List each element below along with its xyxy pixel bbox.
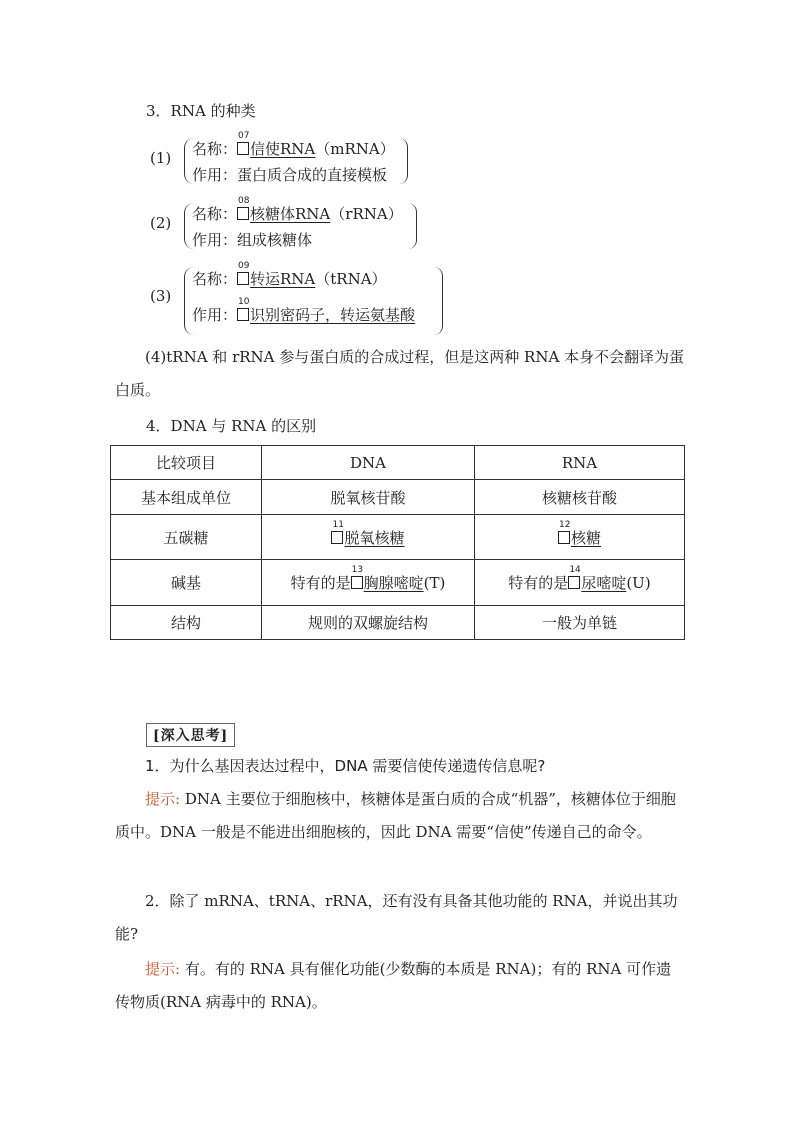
item-3-func-line (192, 297, 416, 325)
item-2-func-label: 作用： (192, 231, 238, 249)
blank-10-box: 10 (237, 308, 249, 321)
table-cell-rna (475, 515, 685, 560)
table-cell-rna (475, 560, 685, 606)
table-header-row (111, 446, 685, 480)
item-1-func-label: 作用： (192, 166, 238, 184)
hint-label: 提示: (145, 790, 181, 808)
answer-1 (115, 783, 685, 849)
item-1-name-label: 名称： (192, 140, 238, 158)
table-row (111, 515, 685, 560)
table-header-cell: 比较项目 (111, 446, 262, 480)
blank-12-answer: 核糖 (570, 528, 601, 547)
answer-1-text: DNA 主要位于细胞核中，核糖体是蛋白质的合成“机器”，核糖体位于细胞质中。DNA 一般是不能进出细胞核的，因此 DNA 需要“信使”传递自己的命令。 (115, 790, 676, 841)
item-3-abbr: （tRNA） (315, 270, 387, 288)
item-3-right-brace (434, 267, 443, 335)
item-1-answer: 信使RNA (250, 140, 316, 158)
question-1: 1．为什么基因表达过程中，DNA 需要信使传递遗传信息呢? (145, 757, 546, 775)
section-4-heading: 4．DNA 与 RNA 的区别 (146, 417, 317, 435)
item-1-name-line (192, 131, 395, 159)
table-cell-rna: 核糖核苷酸 (475, 480, 685, 515)
table-cell-label: 基本组成单位 (111, 480, 262, 515)
item-2-name-line (192, 196, 403, 224)
table-cell-dna: 规则的双螺旋结构 (262, 606, 475, 640)
item-1-number: (1) (150, 149, 172, 167)
table-cell-dna: 脱氧核苷酸 (262, 480, 475, 515)
item-3-name-label: 名称： (192, 270, 238, 288)
table-row (111, 480, 685, 515)
blank-13-answer: 胸腺嘧啶 (363, 574, 424, 592)
base-prefix: 特有的是 (508, 574, 569, 592)
note-4: (4)tRNA 和 rRNA 参与蛋白质的合成过程，但是这两种 RNA 本身不会翻译为蛋白质。 (115, 348, 685, 399)
blank-14-answer: 尿嘧啶 (581, 574, 627, 592)
table-cell-dna (262, 560, 475, 606)
base-suffix: (T) (423, 574, 446, 592)
table-cell-dna (262, 515, 475, 560)
item-2-func-line (192, 229, 312, 250)
item-2-name-label: 名称： (192, 205, 238, 223)
base-prefix: 特有的是 (290, 574, 351, 592)
item-1-func-line (192, 164, 387, 185)
table-cell-rna: 一般为单链 (475, 606, 685, 640)
section-3-heading: 3．RNA 的种类 (146, 102, 256, 120)
item-1-func: 蛋白质合成的直接模板 (237, 166, 388, 184)
table-cell-label: 五碳糖 (111, 515, 262, 560)
question-2: 2．除了 mRNA、tRNA、rRNA，还有没有具备其他功能的 RNA，并说出其功能? (115, 892, 678, 943)
blank-12-box: 12 (558, 531, 570, 544)
blank-09-box: 09 (237, 272, 249, 285)
answer-2-text: 有。有的 RNA 具有催化功能(少数酶的本质是 RNA)；有的 RNA 可作遗传物质(RNA 病毒中的 RNA)。 (115, 960, 672, 1011)
item-3-number: (3) (150, 287, 172, 305)
table-cell-label: 结构 (111, 606, 262, 640)
deep-thinking-tag: [深入思考] (146, 723, 235, 747)
item-3-name-line (192, 261, 387, 289)
answer-2 (115, 953, 685, 1019)
table-row (111, 560, 685, 606)
item-1-abbr: （mRNA） (315, 140, 395, 158)
blank-08-box: 08 (237, 207, 249, 220)
item-1-right-brace (399, 138, 408, 184)
item-2-right-brace (408, 203, 417, 249)
table-cell-label: 碱基 (111, 560, 262, 606)
item-3-answer: 转运RNA (250, 270, 316, 288)
item-2-answer: 核糖体RNA (250, 205, 331, 223)
hint-label: 提示: (145, 960, 181, 978)
table-header-cell: DNA (262, 446, 475, 480)
base-suffix: (U) (626, 574, 651, 592)
blank-11-box: 11 (331, 531, 343, 544)
blank-07-box: 07 (237, 142, 249, 155)
item-2-abbr: （rRNA） (330, 205, 403, 223)
item-2-number: (2) (150, 214, 172, 232)
item-3-func-answer: 识别密码子，转运氨基酸 (250, 306, 416, 324)
table-row (111, 606, 685, 640)
dna-rna-comparison-table (110, 445, 685, 640)
blank-14-box: 14 (568, 576, 580, 589)
table-header-cell: RNA (475, 446, 685, 480)
item-2-func: 组成核糖体 (237, 231, 313, 249)
item-3-func-label: 作用： (192, 306, 238, 324)
blank-11-answer: 脱氧核糖 (344, 528, 405, 547)
blank-13-box: 13 (351, 576, 363, 589)
